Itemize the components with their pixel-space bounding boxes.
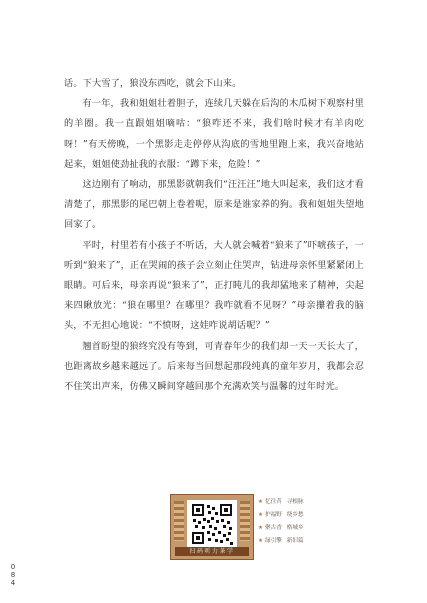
service-left: 绿引擎	[265, 538, 282, 544]
service-left: 忆往昔	[265, 499, 282, 505]
service-row	[258, 509, 338, 522]
service-left: 聚古香	[265, 525, 282, 531]
qr-code-card[interactable]	[170, 494, 254, 560]
star-icon: ★	[258, 525, 264, 531]
service-left: 护福野	[265, 512, 282, 518]
star-icon: ★	[258, 512, 264, 518]
service-row	[258, 496, 338, 509]
star-icon: ★	[258, 538, 264, 544]
card-decoration-right	[240, 501, 250, 541]
service-right: 寻根脉	[286, 499, 304, 505]
service-list	[258, 496, 338, 548]
service-right: 绕乡愁	[286, 512, 304, 518]
paragraph-1: 话。下大雪了，狼没东西吃，就会下山来。	[64, 78, 242, 89]
paragraph-2: 有一年，我和姐姐壮着胆子，连续几天躲在后沟的木瓜树下观察村里的羊圈。我一直跟姐姐嘀咕：“狼咋还不来，我们啥时候才有羊肉吃呀！”有天傍晚，一个黑影走走停停从沟底的雪地里跑上来，我兴奋地站起来，姐姐使劲扯我的衣服：“蹲下来，危险！”	[64, 98, 364, 170]
paragraph-5: 翘首盼望的狼终究没有等到，可青春年少的我们却一天一天长大了，也距离故乡越来越远了。后来每当回想起那段纯真的童年岁月，我都会忍不住笑出声来，仿佛又瞬间穿越回那个充满欢笑与温馨的过年时光。	[64, 340, 364, 393]
service-right: 新旧篇	[286, 538, 304, 544]
service-row	[258, 535, 338, 548]
paragraph-3: 这边刚有了响动，那黑影就朝我们“汪汪汪”地大叫起来，我们这才看清楚了，那黑影的尾巴朝上卷着呢，原来是谁家养的狗。我和姐姐失望地回家了。	[64, 179, 364, 231]
paragraph-4: 平时，村里若有小孩子不听话，大人就会喊着“狼来了”吓唬孩子，一听到“狼来了”，正在哭闹的孩子会立刻止住哭声，钻进母亲怀里紧紧闭上眼睛。可后来，母亲再说“狼来了”，正打盹儿的我却猛地来了精神，尖起来四瞅放光：“狼在哪里？在哪里？我咋就看不见呀？”母亲攥着我的脑头，不无担心地说：“不愤呀，这娃咋说胡话呢？”	[64, 239, 364, 332]
service-right: 格城乡	[286, 525, 304, 531]
body-text	[64, 74, 364, 397]
card-decoration-left	[174, 501, 184, 541]
qr-code[interactable]	[187, 500, 237, 548]
service-row	[258, 522, 338, 535]
qr-card-ribbon: 扫码听力茶学	[175, 547, 249, 556]
qr-code-icon	[190, 502, 234, 546]
page-number: 084	[10, 563, 16, 587]
star-icon: ★	[258, 499, 264, 505]
